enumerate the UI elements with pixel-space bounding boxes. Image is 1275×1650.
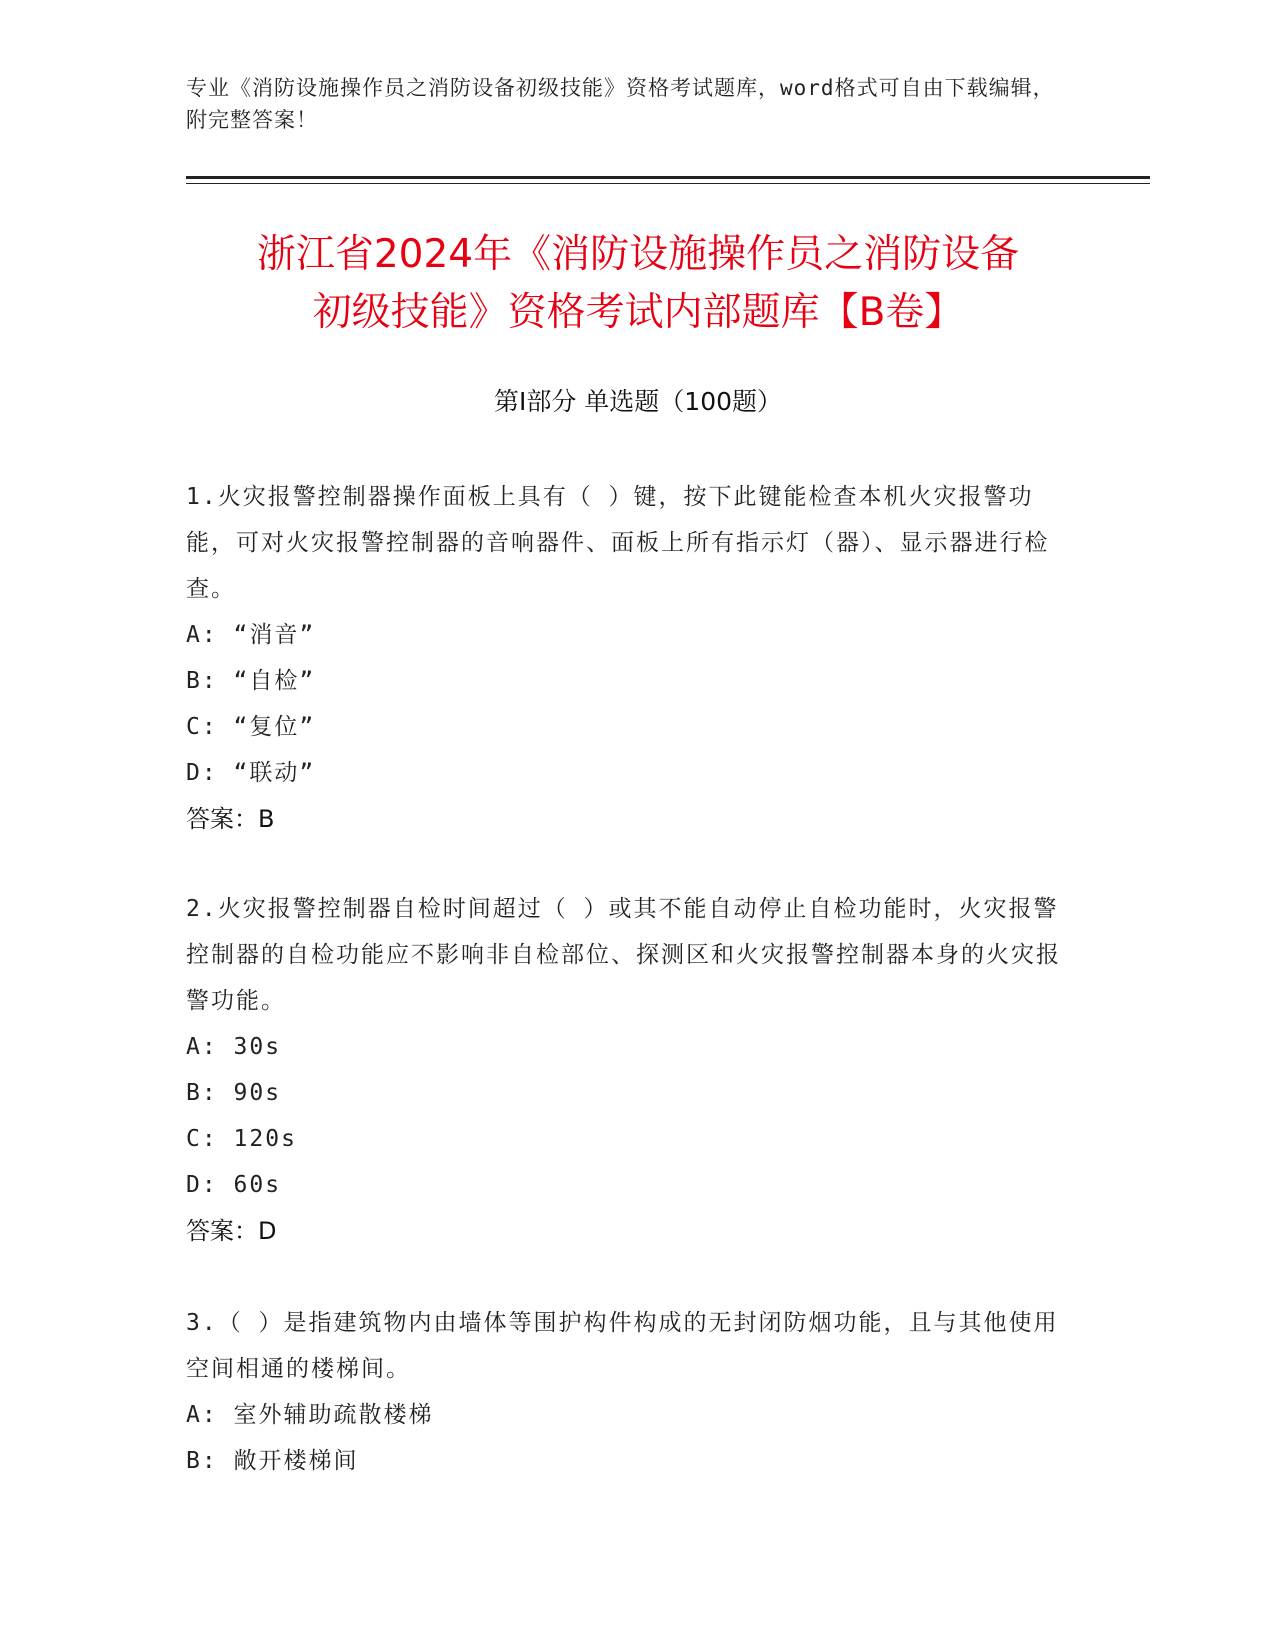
header-divider-thin	[186, 183, 1150, 184]
option-d: D: “联动”	[186, 760, 316, 786]
question-3	[186, 1300, 1066, 1484]
option-b: B: 敞开楼梯间	[186, 1448, 359, 1474]
question-stem: 2.火灾报警控制器自检时间超过（ ）或其不能自动停止自检功能时，火灾报警控制器的自检功能应不影响非自检部位、探测区和火灾报警控制器本身的火灾报警功能。	[186, 896, 1061, 1014]
header-note: 专业《消防设施操作员之消防设备初级技能》资格考试题库，word格式可自由下载编辑，附完整答案！	[186, 76, 1055, 132]
question-stem: 1.火灾报警控制器操作面板上具有（ ）键，按下此键能检查本机火灾报警功能，可对火灾报警控制器的音响器件、面板上所有指示灯（器）、显示器进行检查。	[186, 484, 1050, 602]
option-a: A: 室外辅助疏散楼梯	[186, 1402, 434, 1428]
option-c: C: “复位”	[186, 714, 316, 740]
option-d: D: 60s	[186, 1172, 282, 1198]
title-line-2: 初级技能》资格考试内部题库【B卷】	[312, 290, 964, 335]
option-b: B: 90s	[186, 1080, 282, 1106]
option-a: A: 30s	[186, 1034, 282, 1060]
option-b: B: “自检”	[186, 668, 316, 694]
answer-line: 答案：D	[186, 1217, 277, 1245]
option-a: A: “消音”	[186, 622, 316, 648]
option-c: C: 120s	[186, 1126, 297, 1152]
question-stem: 3.（ ）是指建筑物内由墙体等围护构件构成的无封闭防烟功能，且与其他使用空间相通的楼梯间。	[186, 1310, 1059, 1382]
header-divider-thick	[186, 176, 1150, 179]
answer-line: 答案：B	[186, 805, 275, 833]
title-line-1: 浙江省2024年《消防设施操作员之消防设备	[256, 232, 1020, 277]
document-title	[186, 226, 1090, 342]
section-title: 第I部分 单选题（100题）	[493, 387, 783, 416]
question-1	[186, 474, 1066, 842]
question-2	[186, 886, 1066, 1254]
